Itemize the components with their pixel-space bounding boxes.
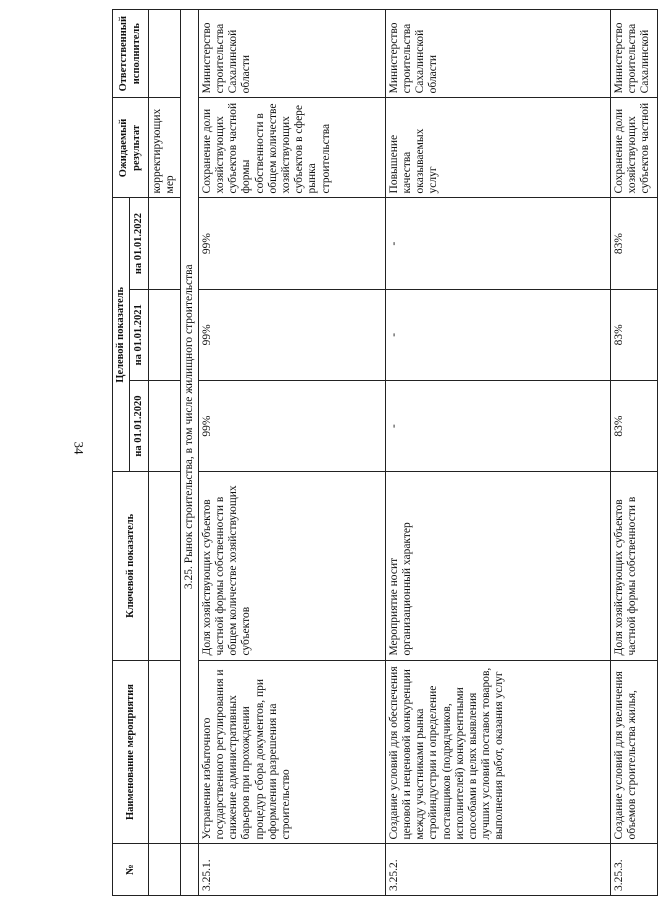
rotated-page [106,0,652,905]
row-name: Устранение избыточного государственного регулирования и снижение административных барьеров при прохождении процедур сбора документов, при оформлении разрешения на строительство [198,660,385,844]
header-date-2020: на 01.01.2020 [130,380,149,471]
row-name-text: Создание условий для увеличения объемов строительства жилья, [612,671,638,840]
row-result: Повышение качества оказываемых услуг [385,98,610,198]
header-executor: Ответственный исполнитель [113,10,149,98]
measures-table [112,9,658,896]
row-num: 3.25.2. [385,844,610,896]
row-name: Создание условий для обеспечения ценовой и неценовой конкуренции между участниками рынка стройиндустрии и определение поставщиков (подрядчиков, исполнителей) конкурентными способами в целях выявления лучших условий поставок товаров, выполнения работ, оказания услуг [385,660,610,844]
row-value-2020: - [385,380,610,471]
row-value-2021: - [385,289,610,380]
row-value-2020: 99% [198,380,385,471]
page-number: 34 [71,441,87,455]
row-name [610,660,657,844]
row-num: 3.25.1. [198,844,385,896]
header-date-2021: на 01.01.2021 [130,289,149,380]
header-name: Наименование мероприятия [113,660,149,844]
row-key: Доля хозяйствующих субъектов частной формы собственности в общем количестве хозяйствующих субъектов [198,472,385,660]
prev-tail-row [149,10,180,896]
header-row [113,10,130,896]
row-executor-text: Министерство строительства Сахалинской [612,22,652,94]
row-key-text: Доля хозяйствующих субъектов частной формы собственности в [612,496,638,656]
row-value-2021: 99% [198,289,385,380]
section-row [180,10,198,896]
prev-result-tail: корректирующих мер [149,98,180,198]
row-result [610,98,657,198]
row-value-2022: - [385,198,610,289]
row-value-2022: 83% [610,198,657,289]
table-row [610,10,657,896]
row-num: 3.25.3. [610,844,657,896]
table-row [385,10,610,896]
row-value-2021: 83% [610,289,657,380]
table-row [198,10,385,896]
row-executor [610,10,657,98]
row-key: Мероприятие носит организационный характер [385,472,610,660]
header-key-indicator: Ключевой показатель [113,472,149,660]
row-value-2022: 99% [198,198,385,289]
row-result: Сохранение доли хозяйствующих субъектов частной формы собственности в общем количестве хозяйствующих субъектов в сфере рынка строительства [198,98,385,198]
row-executor: Министерство строительства Сахалинской области [198,10,385,98]
section-title: 3.25. Рынок строительства, в том числе жилищного строительства [180,10,198,845]
header-target-indicator: Целевой показатель [113,198,130,472]
row-executor: Министерство строительства Сахалинской области [385,10,610,98]
header-num: № [113,844,149,896]
row-result-text: Сохранение доли хозяйствующих субъектов частной [612,102,652,194]
row-value-2020: 83% [610,380,657,471]
header-date-2022: на 01.01.2022 [130,198,149,289]
row-key [610,472,657,660]
header-expected-result: Ожидаемый результат [113,98,149,198]
